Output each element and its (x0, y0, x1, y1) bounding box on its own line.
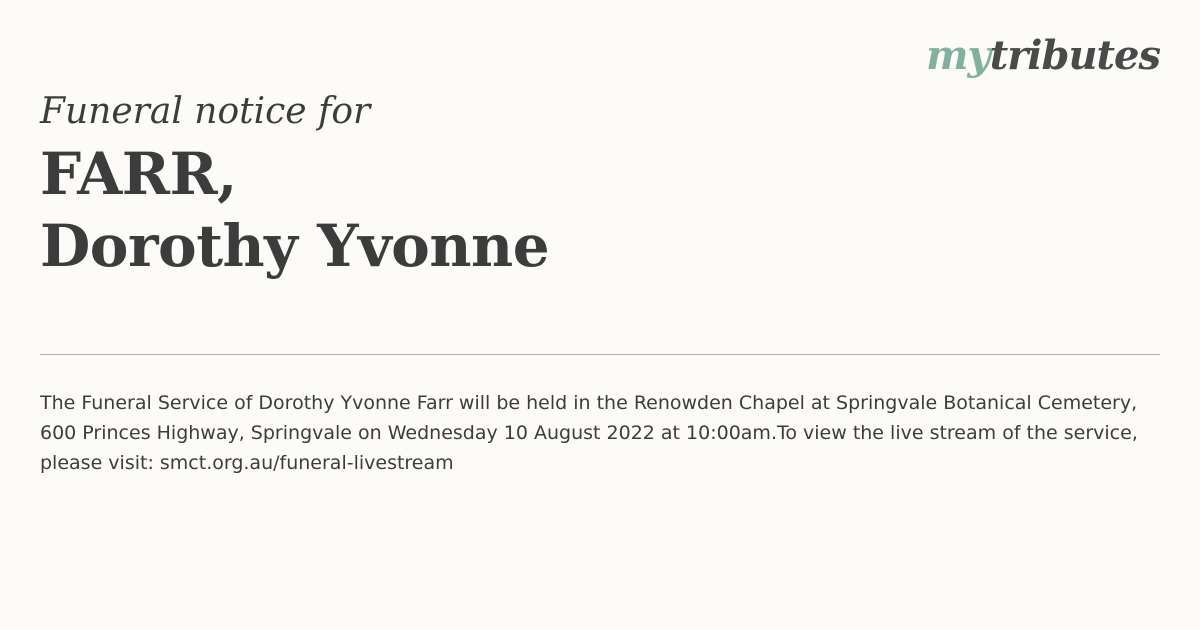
notice-heading (40, 92, 940, 282)
logo-tributes-text: tributes (989, 32, 1160, 79)
mytributes-logo (926, 32, 1160, 79)
divider (40, 354, 1160, 355)
deceased-given-names: Dorothy Yvonne (40, 212, 550, 280)
notice-body: The Funeral Service of Dorothy Yvonne Farr will be held in the Renowden Chapel at Springvale Botanical Cemetery, 600 Princes Highway, Springvale on Wednesday 10 August 2022 at 10:00am.To view the live stream of the service, please visit: smct.org.au/funeral-livestream (40, 392, 1138, 474)
deceased-surname: FARR, (40, 140, 237, 208)
notice-intro: Funeral notice for (40, 91, 371, 132)
logo-my-text: my (926, 32, 990, 79)
